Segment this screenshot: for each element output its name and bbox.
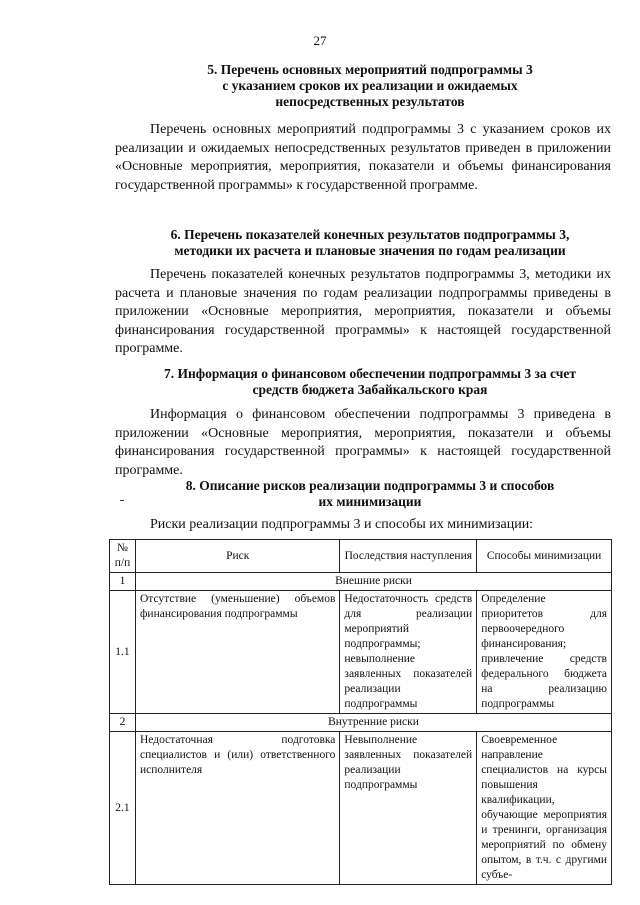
heading-line: с указанием сроков их реализации и ожидаемых — [222, 78, 518, 93]
row-risk: Недостаточная подготовка специалистов и (или) ответственного исполнителя — [135, 732, 339, 885]
page-number: 27 — [313, 33, 327, 48]
section-8-heading — [130, 478, 610, 510]
row-risk: Отсутствие (уменьшение) объемов финансирования подпрограммы — [135, 591, 339, 714]
table-header-row — [110, 540, 612, 573]
header-num: № п/п — [110, 540, 136, 573]
heading-line: 7. Информация о финансовом обеспечении подпрограммы 3 за счет — [163, 366, 577, 381]
header-risk: Риск — [135, 540, 339, 573]
heading-line: их минимизации — [318, 494, 422, 509]
heading-line: средств бюджета Забайкальского края — [252, 382, 488, 397]
heading-line: 5. Перечень основных мероприятий подпрограммы 3 — [207, 62, 533, 77]
group-row — [110, 573, 612, 591]
risks-table — [109, 539, 612, 885]
group-row — [110, 714, 612, 732]
header-consequence: Последствия наступления — [340, 540, 477, 573]
row-consequence: Недостаточность средств для реализации мероприятий подпрограммы; невыполнение заявленных показателей реализации подпрограммы — [340, 591, 477, 714]
header-mitigation: Способы минимизации — [477, 540, 612, 573]
row-mitigation: Своевременное направление специалистов на курсы повышения квалификации, обучающие мероприятия и тренинги, организация мероприятий по обмену опытом, в т.ч. с другими субъе- — [477, 732, 612, 885]
section-6-paragraph: Перечень показателей конечных результатов подпрограммы 3, методики их расчета и плановые значения по годам реализации подпрограммы приведены в приложении «Основные мероприятия, мероприятия, показатели и объемы финансирования государственной программы» к настоящей государственной программе. — [115, 267, 611, 356]
section-7-paragraph: Информация о финансовом обеспечении подпрограммы 3 приведена в приложении «Основные мероприятия, мероприятия, показатели и объемы финансирования государственной программы» к настоящей государственной программе. — [115, 407, 611, 478]
heading-line: методики их расчета и плановые значения по годам реализации — [174, 243, 566, 258]
table-row — [110, 732, 612, 885]
section-5-heading — [130, 62, 610, 110]
heading-line: непосредственных результатов — [275, 94, 465, 109]
group-num: 2 — [110, 714, 136, 732]
section-6-heading — [120, 227, 620, 259]
section-5-paragraph: Перечень основных мероприятий подпрограммы 3 с указанием сроков их реализации и ожидаемых непосредственных результатов приведен в приложении «Основные мероприятия, мероприятия, показатели и объемы финансирования государственной программы» к государственной программе. — [115, 122, 611, 193]
group-title: Внутренние риски — [135, 714, 611, 732]
section-8-intro: Риски реализации подпрограммы 3 и способы их минимизации: — [150, 517, 534, 532]
row-mitigation: Определение приоритетов для первоочередного финансирования; привлечение средств федерального бюджета на реализацию подпрограммы — [477, 591, 612, 714]
row-consequence: Невыполнение заявленных показателей реализации подпрограммы — [340, 732, 477, 885]
group-title: Внешние риски — [135, 573, 611, 591]
table-row — [110, 591, 612, 714]
heading-line: 8. Описание рисков реализации подпрограммы 3 и способов — [185, 478, 555, 493]
row-num: 1.1 — [110, 591, 136, 714]
heading-line: 6. Перечень показателей конечных результатов подпрограммы 3, — [170, 227, 570, 242]
section-7-heading — [120, 366, 620, 398]
scan-mark — [120, 500, 124, 501]
group-num: 1 — [110, 573, 136, 591]
row-num: 2.1 — [110, 732, 136, 885]
